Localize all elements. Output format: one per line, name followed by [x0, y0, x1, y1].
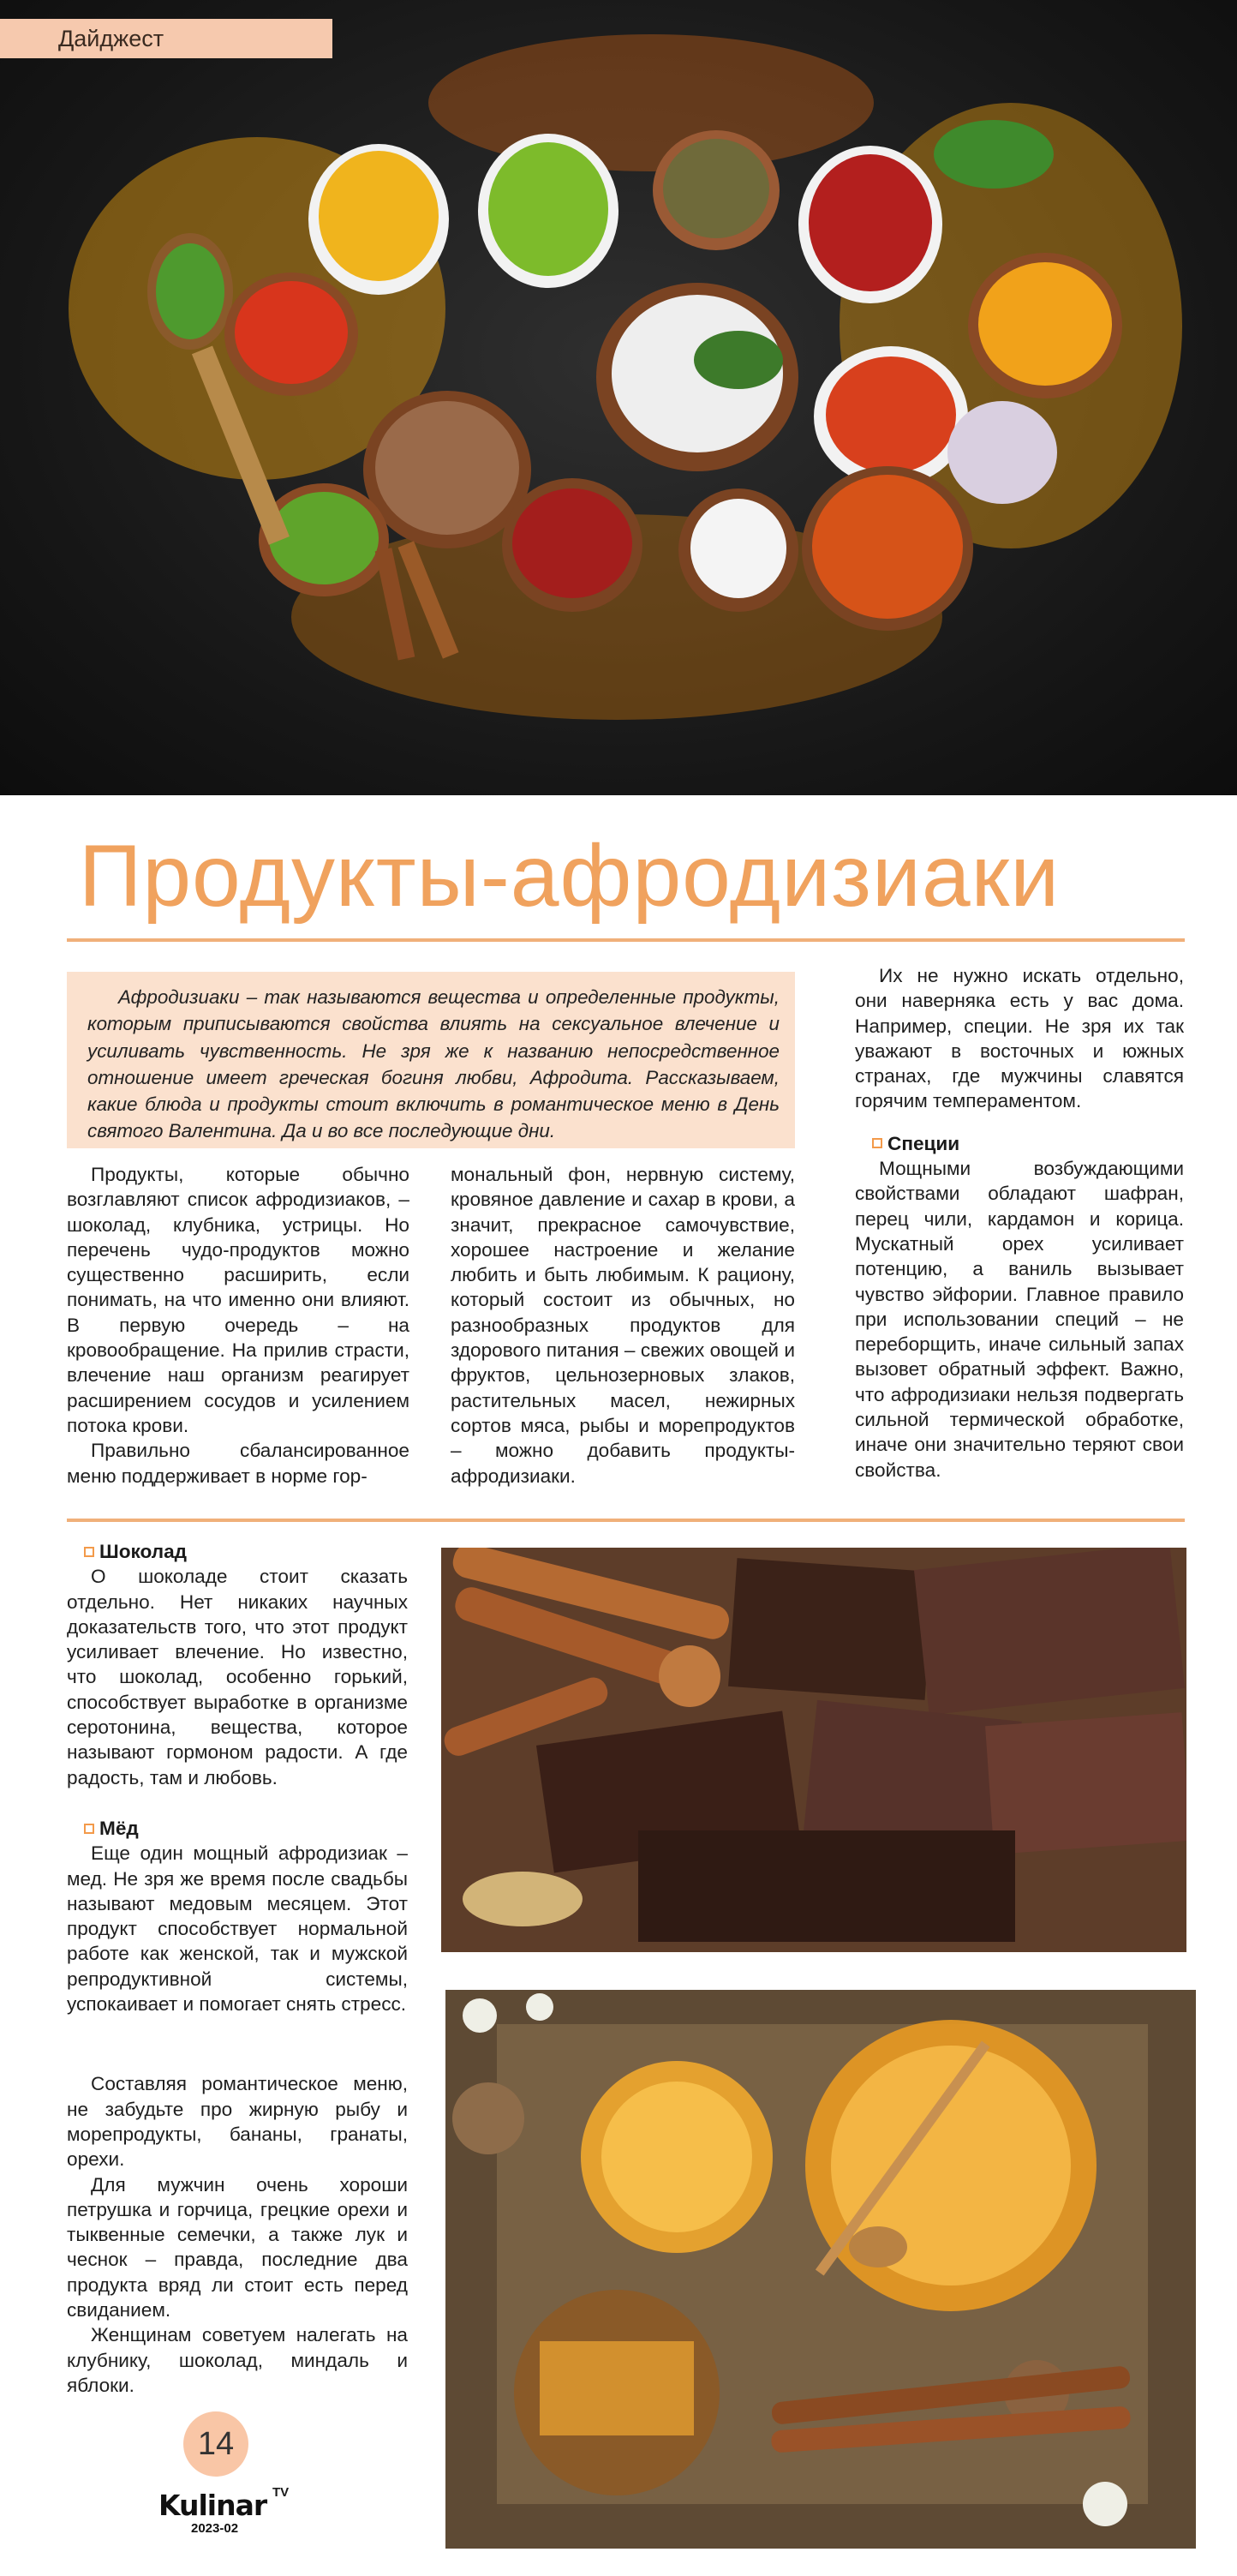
checkbox-bullet-icon — [84, 1547, 94, 1557]
checkbox-bullet-icon — [84, 1824, 94, 1834]
hero-spices-photo — [0, 0, 1237, 795]
chocolate-photo — [441, 1548, 1186, 1952]
chocolate-heading-label: Шоколад — [99, 1541, 188, 1562]
section-tag-label: Дайджест — [58, 26, 164, 51]
brand-sup: TV — [272, 2485, 290, 2500]
lead-box — [67, 972, 795, 1148]
column-lower — [67, 1539, 408, 2398]
section-tag — [0, 19, 332, 58]
honey-heading-label: Мёд — [99, 1817, 139, 1839]
section-divider — [67, 1519, 1185, 1522]
spices-heading-label: Специи — [887, 1132, 960, 1154]
column-middle — [451, 1162, 795, 1489]
paragraph: Их не нужно искать отдельно, они наверняка есть у вас дома. Например, специи. Не зря их так уважают в восточных и южных странах, где мужчины славятся горячим темпераментом. — [855, 965, 1184, 1112]
paragraph: О шоколаде стоит сказать отдельно. Нет никаких научных доказательств того, что этот продукт усиливает влечение. Но известно, что шоколад, особенно горький, способствует выработке в организме серотонина, вещества, которое называют гормоном радости. А где радость, там и любовь. — [67, 1566, 408, 1788]
column-intro — [67, 1162, 409, 1489]
paragraph: мональный фон, нервную систему, кровяное давление и сахар в крови, а значит, прекрасное самочувствие, хорошее настроение и желание любить и быть любимым. К рациону, который состоит из обычных, но разнообразных продуктов для здорового питания – свежих овощей и фруктов, цельнозерновых злаков, растительных масел, нежирных сортов мяса, рыбы и морепродуктов – можно добавить продукты-афродизиаки. — [451, 1164, 795, 1487]
lead-text: Афродизиаки – так называются вещества и определенные продукты, которым приписываются свойства влиять на сексуальное влечение и усиливать чувственность. Не зря же к названию непосредственное отношение имеет греческая богиня любви, Афродита. Рассказываем, какие блюда и продукты стоит включить в романтическое меню в День святого Валентина. Да и во все последующие дни. — [87, 986, 780, 1142]
paragraph: Продукты, которые обычно возглавляют список афродизиаков, – шоколад, клубника, устрицы. Но перечень чудо-продуктов можно существенно расширить, если понимать, на что именно они влияют. В первую очередь – на кровообращение. На прилив страсти, влечение наш организм реагирует расширением сосудов и усилением потока крови. — [67, 1164, 409, 1436]
magazine-logo — [158, 2485, 296, 2536]
paragraph: Правильно сбалансированное меню поддерживает в норме гор- — [67, 1440, 409, 1487]
paragraph: Еще один мощный афродизиак – мед. Не зря же время после свадьбы называют медовым месяцем. Этот продукт способствует нормальной работе как женской, так и мужской репродуктивной системы, успокаивает и помогает снять стресс. — [67, 1842, 408, 2016]
page-number: 14 — [183, 2411, 248, 2477]
column-right — [855, 963, 1184, 1483]
paragraph: Составляя романтическое меню, не забудьте про жирную рыбу и морепродукты, бананы, гранаты, орехи. — [67, 2073, 408, 2171]
brand-name: Kulinar — [158, 2489, 267, 2522]
checkbox-bullet-icon — [872, 1138, 882, 1148]
paragraph: Для мужчин очень хороши петрушка и горчица, грецкие орехи и тыквенные семечки, а также лук и чеснок – правда, последние два продукта вряд ли стоит есть перед свиданием. — [67, 2173, 408, 2321]
honey-heading — [67, 1816, 408, 1841]
paragraph: Женщинам советуем налегать на клубнику, шоколад, миндаль и яблоки. — [67, 2324, 408, 2396]
article-title: Продукты-афродизиаки — [79, 827, 1061, 925]
title-divider — [67, 938, 1185, 942]
honey-photo — [445, 1990, 1196, 2549]
chocolate-heading — [67, 1539, 408, 1564]
issue-date: 2023-02 — [191, 2521, 239, 2536]
paragraph: Мощными возбуждающими свойствами обладают шафран, перец чили, кардамон и корица. Мускатный орех усиливает потенцию, а ваниль вызывает чувство эйфории. Главное правило при использовании специй – не переборщить, иначе сильный запах вызовет обратный эффект. Важно, что афродизиаки нельзя подвергать сильной термической обработке, иначе они значительно теряют свои свойства. — [855, 1158, 1184, 1481]
spices-heading — [855, 1131, 1184, 1156]
